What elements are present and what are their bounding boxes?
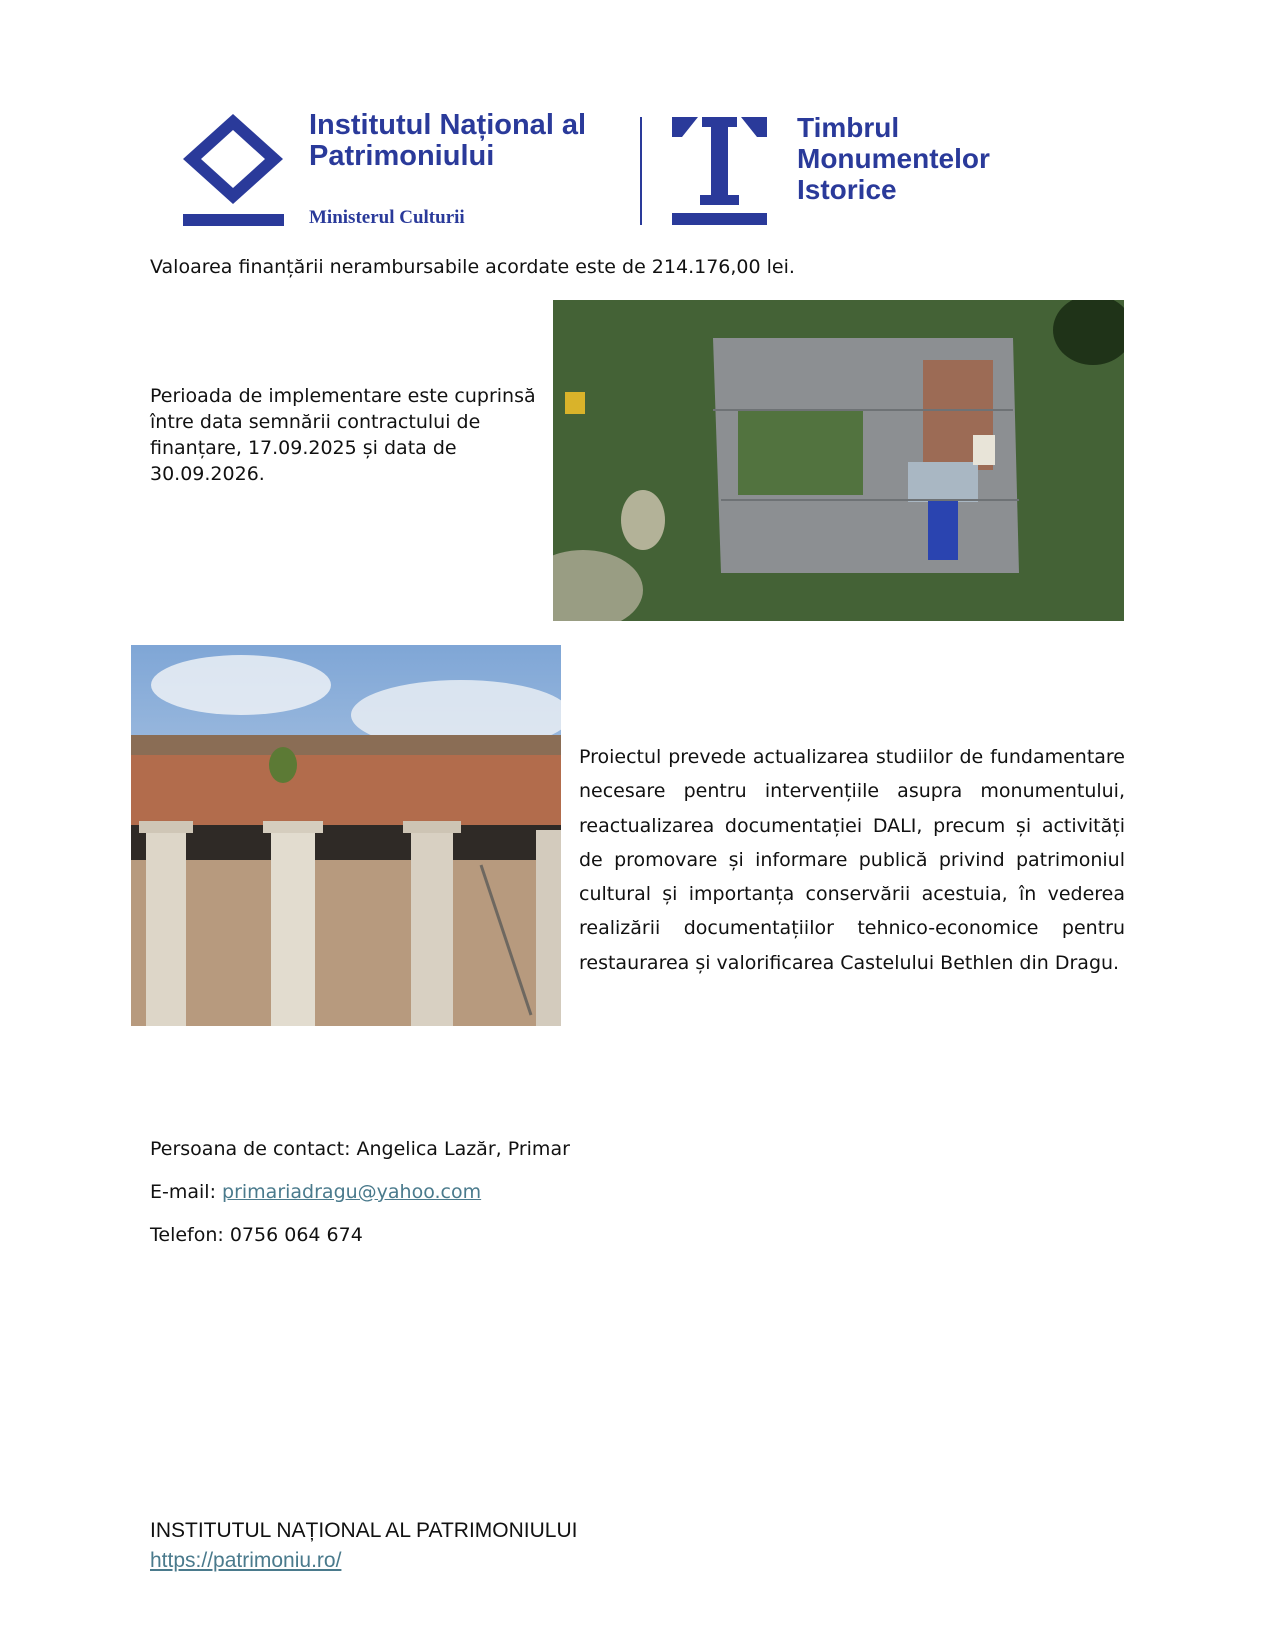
contact-person: Persoana de contact: Angelica Lazăr, Primar [150, 1138, 570, 1160]
inp-name-line1: Institutul Național al [309, 109, 587, 141]
funding-value-text: Valoarea finanțării nerambursabile acordate este de 214.176,00 lei. [150, 256, 795, 278]
email-label: E-mail: [150, 1181, 223, 1203]
tmi-name-line2: Monumentelor [797, 143, 990, 174]
logo-divider [640, 117, 642, 225]
project-description-text: Proiectul prevede actualizarea studiilor de fundamentare necesare pentru intervențiile asupra monumentului, reactualizarea documentației DALI, precum și activități de promovare și informare publică privind patrimoniul cultural și importanța conservării acestuia, în vederea realizării documentațiilor tehnico-economice pentru restaurarea și valorificarea Castelului Bethlen din Dragu. [579, 746, 1125, 974]
ministry-name: Ministerul Culturii [309, 207, 465, 228]
castle-columns-photo [131, 645, 561, 1026]
contact-email-line [150, 1179, 481, 1205]
implementation-period-text: Perioada de implementare este cuprinsă între data semnării contractului de finanțare, 17.09.2025 și data de 30.09.2026. [150, 385, 536, 485]
inp-diamond-logo [183, 114, 284, 226]
inp-name [309, 110, 586, 172]
tmi-name [797, 112, 990, 205]
aerial-castle-photo [553, 300, 1124, 621]
footer-website-link[interactable]: https://patrimoniu.ro/ [150, 1549, 342, 1572]
tmi-letter-i-logo [672, 117, 767, 225]
inp-name-line2: Patrimoniului [309, 140, 495, 172]
email-link[interactable]: primariadragu@yahoo.com [222, 1181, 482, 1203]
tmi-name-line1: Timbrul [797, 112, 900, 143]
footer-org-name: INSTITUTUL NAȚIONAL AL PATRIMONIULUI [150, 1519, 578, 1542]
tmi-name-line3: Istorice [797, 174, 897, 205]
contact-phone: Telefon: 0756 064 674 [150, 1224, 363, 1246]
